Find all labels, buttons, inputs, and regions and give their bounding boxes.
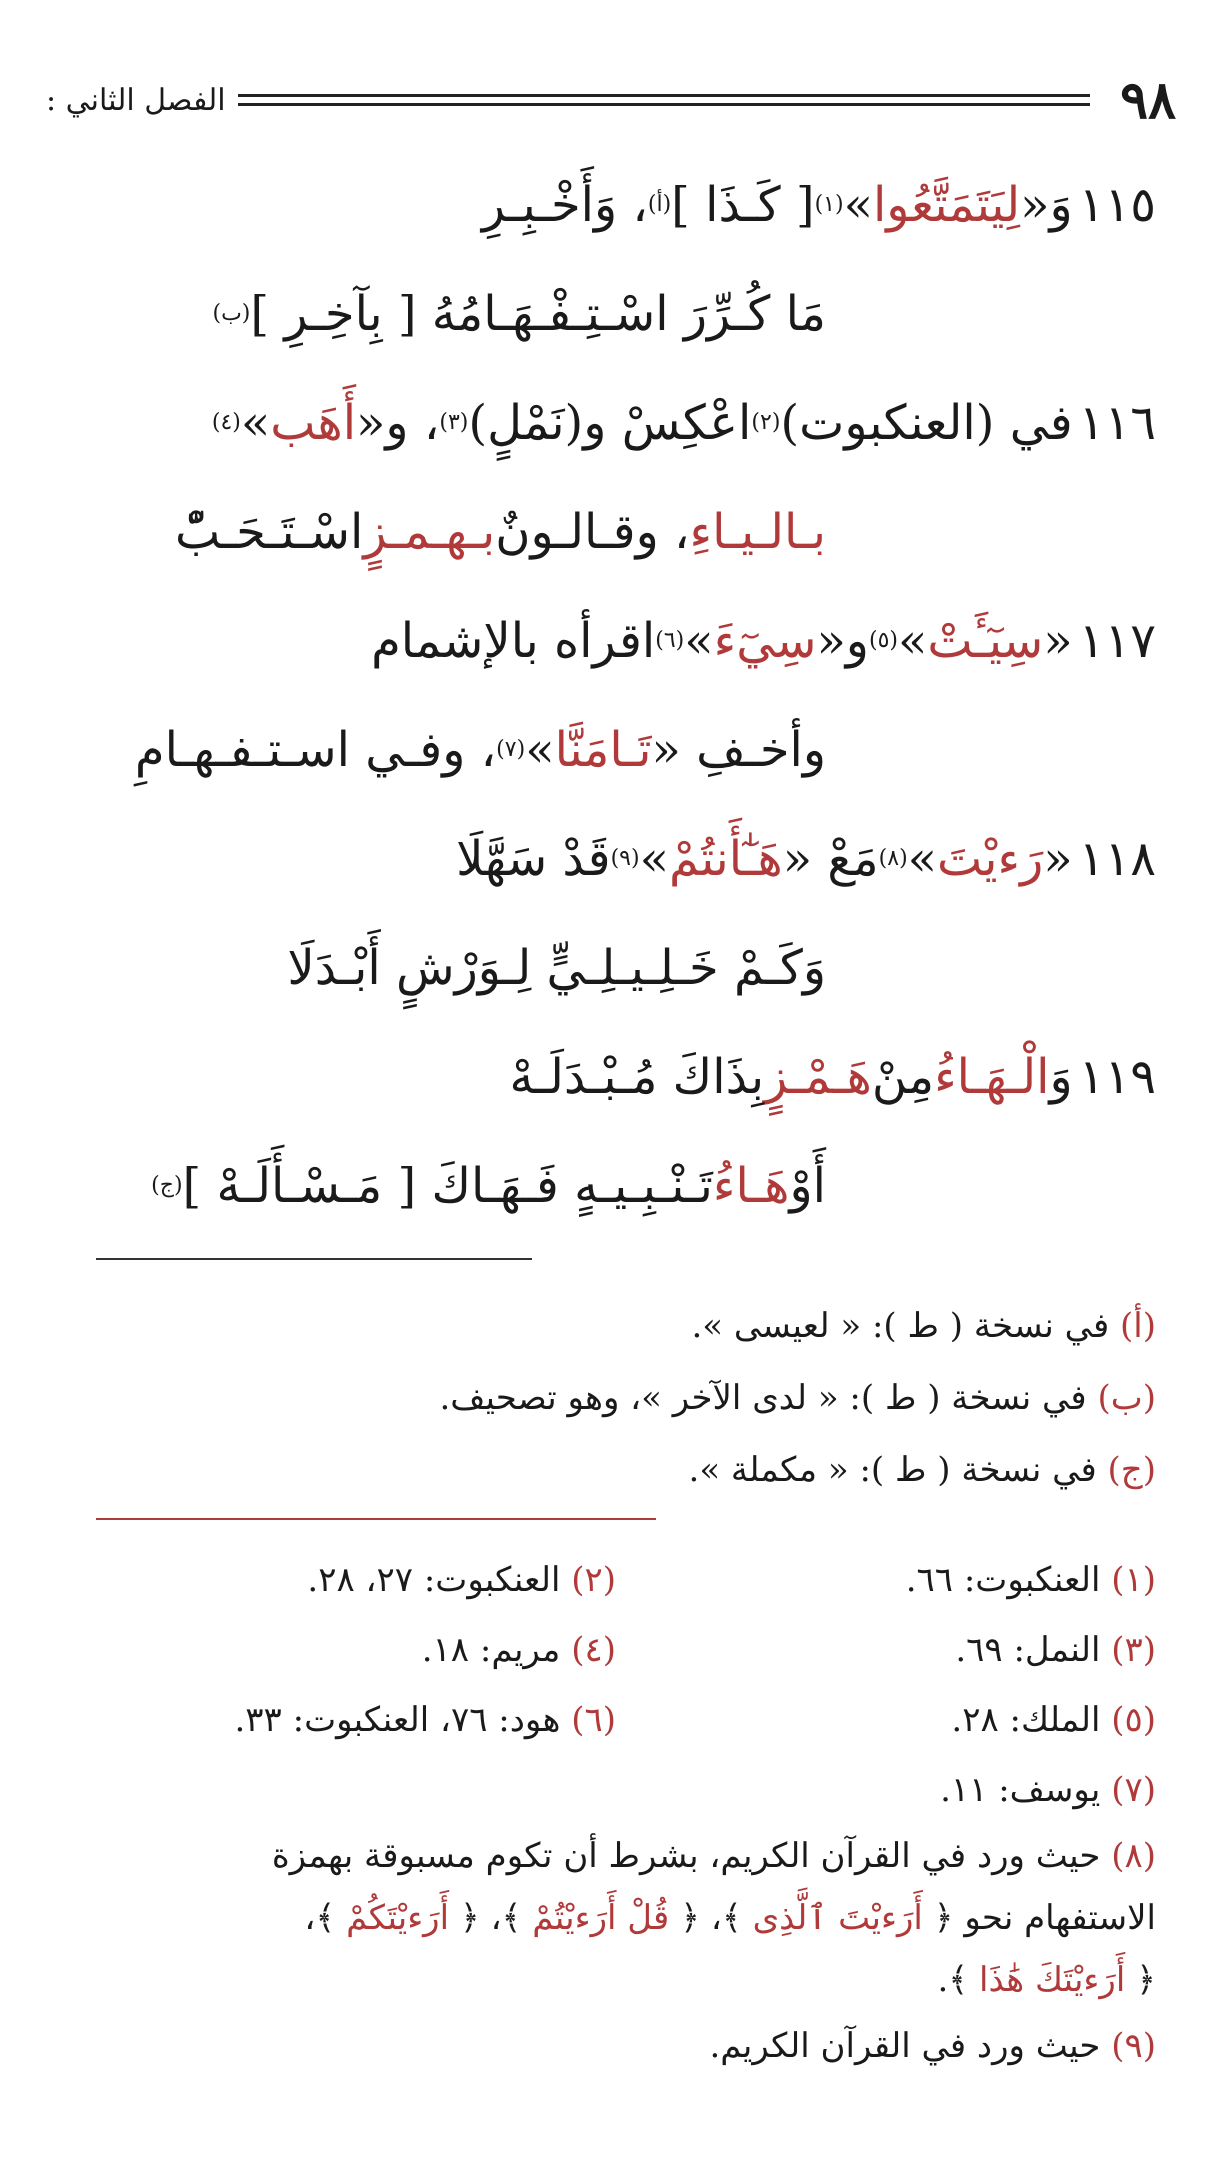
verse-text: تَـامَنَّا <box>554 722 652 778</box>
verse <box>76 368 1156 586</box>
verse-first-hemistich <box>76 150 1156 260</box>
manuscript-note: (ج) في نسخة ( ط ): « مكملة ». <box>688 1450 1156 1490</box>
verse-text: » <box>843 177 873 233</box>
footnote: (٤) مريم: ١٨. <box>421 1630 616 1670</box>
chapter-title: الفصل الثاني : <box>46 82 226 118</box>
footnote-marker: (أ) <box>647 192 672 218</box>
footnote: (٧) يوسف: ١١. <box>940 1770 1156 1810</box>
verse-second-hemistich <box>76 260 1156 368</box>
footnote-8-line-1: (٨) حيث ورد في القرآن الكريم، بشرط أن تكوم مسبوقة بهمزة <box>271 1836 1156 1876</box>
verse-text: سِيٓـَٔتْ <box>927 613 1044 669</box>
verse-text: مَا كُـرِّرَ اسْـتِـفْـهَـامُهُ [ بِآخِـرِ ] <box>250 286 826 342</box>
footnote-marker: (٤) <box>211 410 241 436</box>
verse-number: ١١٦ <box>1078 395 1156 451</box>
verse <box>76 586 1156 804</box>
footnote-marker: (ب) <box>212 301 251 327</box>
verse-text: لِيَتَمَتَّعُوا <box>872 177 1021 233</box>
footnote-9: (٩) حيث ورد في القرآن الكريم. <box>709 2026 1156 2066</box>
verse-first-hemistich <box>76 586 1156 696</box>
verse-text: « <box>1020 177 1050 233</box>
footnote: (٣) النمل: ٦٩. <box>955 1630 1156 1670</box>
verse-text: اسْـتَـحَـبّْ <box>174 504 364 560</box>
footnote-8-line-3: ﴿ أَرَءيْتَكَ هَٰذَا ﴾. <box>937 1960 1156 2000</box>
verse-text: وأخـفِ « <box>651 722 826 778</box>
footnote-marker: (٨) <box>878 846 908 872</box>
verse-text: « <box>1043 831 1073 887</box>
verse-text: و« <box>816 613 869 669</box>
manuscript-note: (أ) في نسخة ( ط ): « لعيسى ». <box>691 1306 1156 1346</box>
verse-number: ١١٩ <box>1078 1049 1156 1105</box>
footnote-separator <box>96 1258 532 1260</box>
verse-text: » <box>907 831 938 887</box>
verse-first-hemistich <box>76 1022 1156 1132</box>
verse-text: » <box>240 395 271 451</box>
verse-text: » <box>684 613 714 669</box>
verse-text: تَـنْـبِـيـهٍ فَـهَـاكَ [ مَـسْـأَلَـهْ ] <box>182 1158 713 1214</box>
verse-text: » <box>525 722 555 778</box>
verse-text: وَكَـمْ خَـلِـيـلِـيٍّ لِـوَرْشٍ أَبْـدَلَا <box>287 940 826 996</box>
verse-text: هَـاءُ <box>712 1158 790 1214</box>
verse <box>76 150 1156 368</box>
verse-text: رَءيْتَ <box>937 831 1044 887</box>
verse-first-hemistich <box>76 368 1156 478</box>
footnote-marker: (١) <box>814 192 844 218</box>
verse-text: هَـٰٓأَنتُمْ <box>668 831 783 887</box>
verse-text: » <box>898 613 928 669</box>
verse-text: بِذَاكَ مُـبْـدَلَـهْ <box>509 1049 765 1105</box>
verse-text: » <box>639 831 669 887</box>
verse-text: اقرأه بالإشمام <box>371 613 656 669</box>
verse-second-hemistich <box>76 914 1156 1022</box>
notes-separator <box>96 1518 656 1520</box>
verse-text: ، وفـي اسـتـفـهـامِ <box>134 722 497 778</box>
verse-text: سِيٓءَ <box>713 613 817 669</box>
footnote-grid <box>66 1545 1156 1825</box>
verse-text: أَهَب <box>270 395 357 451</box>
poem-verses <box>76 150 1156 1240</box>
verse-text: بـالـيـاءِ <box>689 504 826 560</box>
verse-text: الْـهَـاءُ <box>934 1049 1050 1105</box>
verse-number: ١١٨ <box>1078 831 1156 887</box>
manuscript-note: (ب) في نسخة ( ط ): « لدى الآخر »، وهو تصحيف. <box>439 1378 1156 1418</box>
verse <box>76 1022 1156 1240</box>
verse-second-hemistich <box>76 478 1156 586</box>
footnote-8 <box>66 1825 1156 2011</box>
verse-text: ، وَأَخْـبِـرِ <box>481 177 648 233</box>
verse-text: وَ <box>1049 1049 1073 1105</box>
verse-text: مَعْ « <box>782 831 879 887</box>
verse-text: « <box>1043 613 1073 669</box>
verse-number: ١١٧ <box>1078 613 1156 669</box>
page-number: ٩٨ <box>1120 69 1176 131</box>
footnote: (٥) الملك: ٢٨. <box>951 1700 1156 1740</box>
verse-text: بـهـمـزٍ <box>363 504 496 560</box>
header-rule <box>238 94 1091 106</box>
verse-text: وَ <box>1049 177 1073 233</box>
verse-second-hemistich <box>76 1132 1156 1240</box>
footnote-marker: (٦) <box>655 628 685 654</box>
footnote-8-line-2: الاستفهام نحو ﴿ أَرَءيْتَ ٱلَّذِى ﴾، ﴿ قُلْ أَرَءيْتُمْ ﴾، ﴿ أَرَءيْتَكُمْ ﴾، <box>304 1898 1156 1938</box>
footnote-marker: (٥) <box>868 628 898 654</box>
verse-text: ، وقـالـونٌ <box>495 504 690 560</box>
footnote: (٦) هود: ٧٦، العنكبوت: ٣٣. <box>234 1700 616 1740</box>
verse-number: ١١٥ <box>1078 177 1156 233</box>
verse <box>76 804 1156 1022</box>
manuscript-notes <box>76 1290 1156 1506</box>
verse-text: مِنْ <box>871 1049 935 1105</box>
verse-first-hemistich <box>76 804 1156 914</box>
page-header <box>46 70 1176 130</box>
footnote: (٢) العنكبوت: ٢٧، ٢٨. <box>307 1560 616 1600</box>
verse-second-hemistich <box>76 696 1156 804</box>
verse-text: هَـمْـزٍ <box>764 1049 872 1105</box>
verse-text: في (العنكبوت) <box>780 395 1073 451</box>
footnote-marker: (٩) <box>610 846 640 872</box>
verse-text: اعْكِسْ و(نَمْلٍ) <box>468 395 752 451</box>
footnote-marker: (٣) <box>439 410 469 436</box>
footnotes <box>66 1545 1156 2081</box>
footnote-marker: (٢) <box>751 410 781 436</box>
footnote-marker: (٧) <box>496 737 526 763</box>
verse-text: قَدْ سَهَّلَا <box>456 831 611 887</box>
verse-text: ، و« <box>356 395 440 451</box>
footnote: (١) العنكبوت: ٦٦. <box>905 1560 1156 1600</box>
verse-text: أَوْ <box>789 1158 826 1214</box>
footnote-marker: (ج) <box>151 1173 183 1199</box>
verse-text: [ كَـذَا ] <box>671 177 815 233</box>
